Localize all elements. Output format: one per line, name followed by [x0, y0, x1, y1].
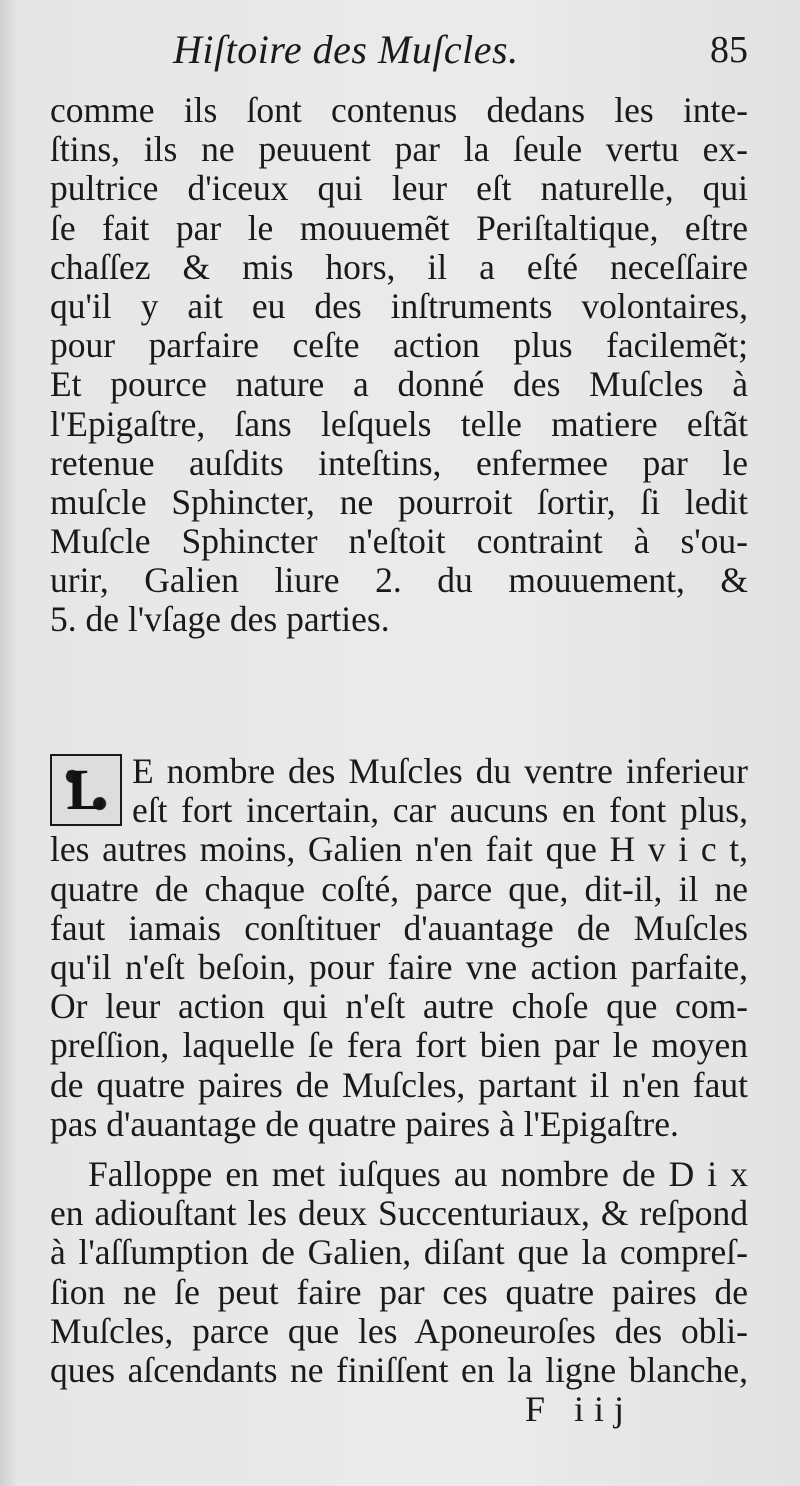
text-line: chaſſez & mis hors, il a eſté neceſſaire	[50, 247, 748, 287]
text-line: faut iamais conſtituer d'auantage de Muſcles	[50, 908, 748, 948]
text-line: pas d'auantage de quatre paires à l'Epigaſtre.	[50, 1104, 679, 1144]
text-line: Muſcle Sphincter n'eſtoit contraint à s'ou-	[50, 522, 748, 562]
text-line: pour parfaire ceſte action plus facilemẽt;	[50, 326, 748, 366]
paragraph-1	[50, 91, 748, 640]
text-line: ques aſcendants ne finiſſent en la ligne blanche,	[50, 1350, 748, 1390]
page-header	[48, 18, 748, 88]
text-line: Or leur action qui n'eſt autre choſe que com-	[50, 987, 748, 1027]
paragraph-2	[50, 752, 748, 1144]
text-line: les autres moins, Galien n'en fait que H v i c t,	[50, 830, 748, 870]
text-line: de quatre paires de Muſcles, partant il n'en faut	[50, 1065, 748, 1105]
text-line: qu'il y ait eu des inſtruments volontaires,	[50, 286, 748, 326]
text-line: ſtins, ils ne peuuent par la ſeule vertu ex-	[50, 130, 748, 170]
text-line: qu'il n'eſt beſoin, pour faire vne action parfaite,	[50, 947, 748, 987]
text-line: 5. de l'vſage des parties.	[50, 600, 390, 640]
text-line: eſt fort incertain, car aucuns en font plus,	[132, 791, 748, 831]
text-line: urir, Galien liure 2. du mouuement, &	[50, 561, 748, 601]
text-line: en adiouſtant les deux Succenturiaux, & reſpond	[50, 1194, 748, 1234]
text-line: muſcle Sphincter, ne pourroit ſortir, ſi ledit	[50, 482, 748, 522]
running-title: Hiſtoire des Muſcles.	[173, 27, 519, 72]
text-line: preſſion, laquelle ſe fera fort bien par le moyen	[50, 1026, 748, 1066]
text-line: Muſcles, parce que les Aponeuroſes des obli-	[50, 1311, 748, 1351]
dropcap-letter: L	[50, 754, 122, 826]
text-line: retenue auſdits inteſtins, enfermee par le	[50, 443, 748, 483]
text-line: l'Epigaſtre, ſans leſquels telle matiere eſtãt	[50, 404, 748, 444]
text-line: Et pource nature a donné des Muſcles à	[50, 365, 748, 405]
paragraph-3	[50, 1155, 748, 1390]
dropcap-ornament	[50, 754, 124, 828]
text-line: quatre de chaque coſté, parce que, dit-il, il ne	[50, 869, 748, 909]
text-line: à l'aſſumption de Galien, diſant que la compreſ-	[50, 1233, 748, 1273]
text-line: ſion ne ſe peut faire par ces quatre paires de	[50, 1272, 748, 1312]
text-line: E nombre des Muſcles du ventre inferieur	[132, 752, 748, 791]
text-line: comme ils ſont contenus dedans les inte-	[50, 91, 748, 130]
text-line: Falloppe en met iuſques au nombre de D i x	[88, 1155, 748, 1194]
page-number: 85	[710, 29, 748, 71]
signature-mark: F iij	[525, 1389, 635, 1429]
text-line: ſe fait par le mouuemẽt Periſtaltique, eſtre	[50, 208, 748, 248]
text-line: pultrice d'iceux qui leur eſt naturelle, qui	[50, 169, 748, 209]
